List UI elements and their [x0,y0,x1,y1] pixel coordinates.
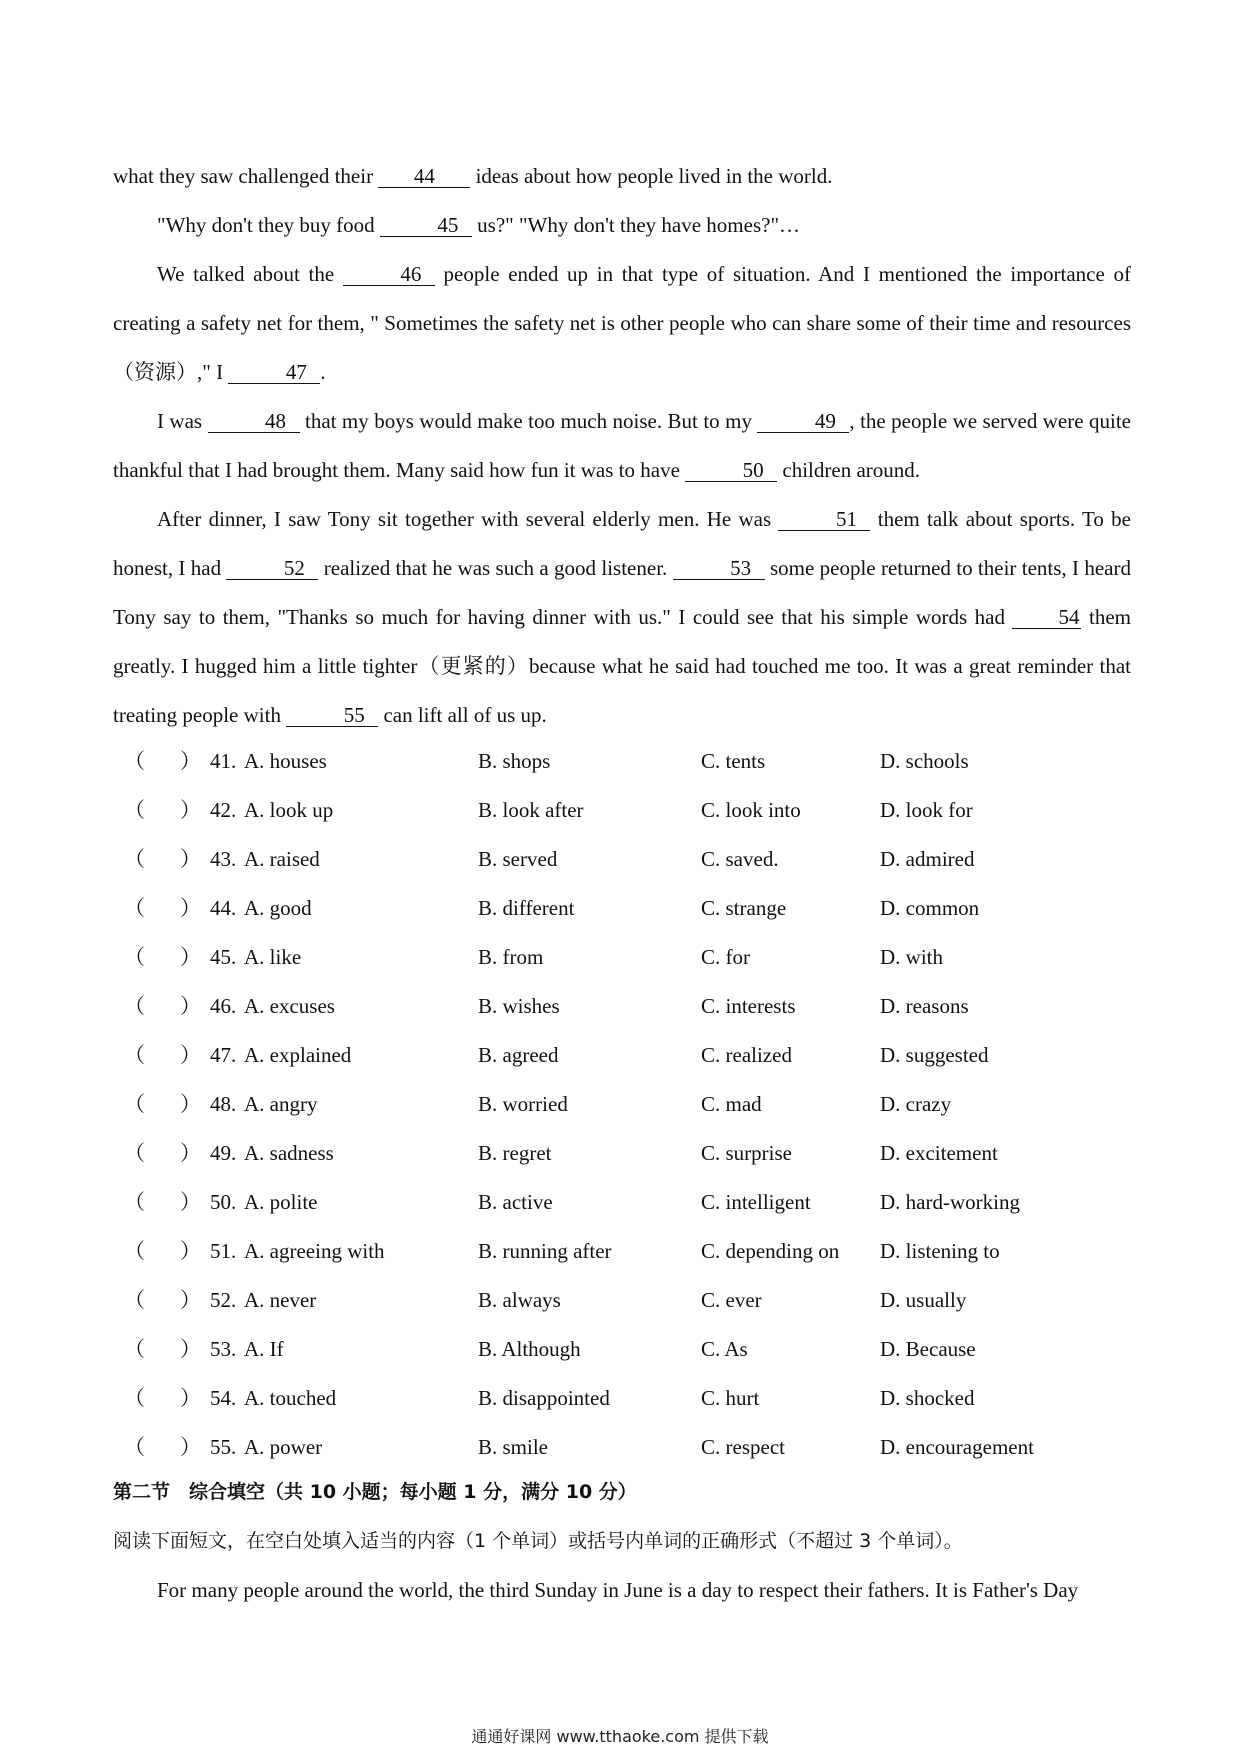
answer-paren-right[interactable]: ） [180,798,201,822]
question-row [118,1129,1128,1178]
question-row [118,884,1128,933]
answer-paren-right[interactable]: ） [180,896,201,920]
option-d: D. crazy [880,1092,952,1116]
question-row [118,982,1128,1031]
option-d: D. shocked [880,1386,975,1410]
blank-54: 54 [1012,606,1081,629]
question-row [118,1374,1128,1423]
option-b: B. agreed [478,1043,559,1067]
question-row [118,1423,1128,1472]
answer-paren-right[interactable]: ） [180,847,201,871]
option-b: B. look after [478,798,584,822]
question-number: 51. [210,1239,237,1263]
question-row [118,1031,1128,1080]
option-d: D. common [880,896,980,920]
section-instructions: 阅读下面短文，在空白处填入适当的内容（1 个单词）或括号内单词的正确形式（不超过 3 个单词）。 [113,1530,963,1552]
page-footer: 通通好课网 www.tthaoke.com 提供下载 [471,1727,769,1746]
question-row [118,737,1128,786]
blank-55: 55 [286,704,378,727]
option-c: C. look into [701,798,801,822]
question-number: 45. [210,945,237,969]
option-b: B. running after [478,1239,612,1263]
option-a: A. excuses [244,994,335,1018]
question-number: 44. [210,896,237,920]
option-c: C. strange [701,896,787,920]
option-d: D. excitement [880,1141,998,1165]
question-row [118,1227,1128,1276]
option-b: B. disappointed [478,1386,610,1410]
question-number: 52. [210,1288,237,1312]
answer-paren-right[interactable]: ） [180,1043,201,1067]
question-row [118,1178,1128,1227]
answer-paren-right[interactable]: ） [180,1337,201,1361]
question-number: 42. [210,798,237,822]
paragraph-1: what they saw challenged their 44 ideas about how people lived in the world. [113,164,833,188]
blank-48: 48 [208,410,300,433]
option-d: D. listening to [880,1239,1000,1263]
answer-paren-left[interactable]: （ [124,798,145,822]
section-2 [113,1468,1131,1615]
option-a: A. angry [244,1092,318,1116]
answer-paren-left[interactable]: （ [124,1141,145,1165]
question-row [118,786,1128,835]
option-a: A. polite [244,1190,318,1214]
answer-paren-left[interactable]: （ [124,1190,145,1214]
option-b: B. from [478,945,544,969]
option-a: A. explained [244,1043,352,1067]
question-number: 41. [210,749,237,773]
option-d: D. usually [880,1288,967,1312]
answer-paren-left[interactable]: （ [124,1337,145,1361]
answer-paren-right[interactable]: ） [180,1141,201,1165]
question-row [118,933,1128,982]
option-a: A. agreeing with [244,1239,385,1263]
question-row [118,1080,1128,1129]
answer-paren-left[interactable]: （ [124,1043,145,1067]
cloze-passage [113,152,1131,740]
option-b: B. served [478,847,558,871]
option-a: A. look up [244,798,334,822]
option-c: C. surprise [701,1141,792,1165]
paragraph-4: I was 48 that my boys would make too much noise. But to my 49 , the people we served were quite thankful that I had brought them. Many said how fun it was to have 50 children around. [113,409,1131,482]
answer-paren-left[interactable]: （ [124,847,145,871]
option-c: C. for [701,945,750,969]
answer-paren-right[interactable]: ） [180,1435,201,1459]
answer-paren-right[interactable]: ） [180,1386,201,1410]
paragraph-3: We talked about the 46 people ended up in that type of situation. And I mentioned the importance of creating a safety net for them, " Sometimes the safety net is other people who can share some of their time and resources（资源）," I 47 . [113,262,1131,384]
option-b: B. different [478,896,575,920]
option-d: D. suggested [880,1043,989,1067]
paragraph-5: After dinner, I saw Tony sit together with several elderly men. He was 51 them talk about sports. To be honest, I had 52 realized that he was such a good listener. 53 some people returned to their tents, I heard Tony say to them, "Thanks so much for having dinner with us." I could see that his simple words had 54 them greatly. I hugged him a little tighter（更紧的）because what he said had touched me too. It was a great reminder that treating people with 55 can lift all of us up. [113,507,1131,727]
blank-52: 52 [226,557,318,580]
option-b: B. regret [478,1141,552,1165]
question-number: 47. [210,1043,237,1067]
option-c: C. mad [701,1092,762,1116]
question-number: 49. [210,1141,237,1165]
option-d: D. with [880,945,943,969]
option-b: B. smile [478,1435,549,1459]
answer-paren-left[interactable]: （ [124,1092,145,1116]
blank-53: 53 [673,557,765,580]
question-row [118,835,1128,884]
section-title: 第二节 综合填空（共 10 小题；每小题 1 分，满分 10 分） [113,1481,637,1503]
option-a: A. raised [244,847,320,871]
answer-paren-left[interactable]: （ [124,1386,145,1410]
section-passage-start: For many people around the world, the third Sunday in June is a day to respect their fathers. It is Father's Day [157,1578,1079,1602]
answer-paren-right[interactable]: ） [180,994,201,1018]
answer-paren-left[interactable]: （ [124,749,145,773]
option-a: A. never [244,1288,317,1312]
option-c: C. tents [701,749,766,773]
option-b: B. active [478,1190,553,1214]
answer-options-list [118,737,1128,1472]
answer-paren-right[interactable]: ） [180,1288,201,1312]
blank-50: 50 [685,459,777,482]
option-c: C. respect [701,1435,785,1459]
option-b: B. always [478,1288,561,1312]
option-c: C. ever [701,1288,762,1312]
option-d: D. Because [880,1337,976,1361]
answer-paren-left[interactable]: （ [124,896,145,920]
blank-51: 51 [778,508,870,531]
question-number: 48. [210,1092,237,1116]
option-c: C. depending on [701,1239,840,1263]
blank-44: 44 [378,165,470,188]
option-b: B. Although [478,1337,581,1361]
option-c: C. realized [701,1043,792,1067]
question-number: 54. [210,1386,237,1410]
blank-46: 46 [343,263,435,286]
option-b: B. shops [478,749,551,773]
option-a: A. houses [244,749,327,773]
answer-paren-left[interactable]: （ [124,1288,145,1312]
question-row [118,1325,1128,1374]
option-d: D. hard-working [880,1190,1020,1214]
option-d: D. schools [880,749,969,773]
option-d: D. encouragement [880,1435,1034,1459]
option-a: A. If [244,1337,284,1361]
blank-45: 45 [380,214,472,237]
option-a: A. sadness [244,1141,334,1165]
option-c: C. interests [701,994,796,1018]
option-c: C. hurt [701,1386,760,1410]
answer-paren-left[interactable]: （ [124,1435,145,1459]
question-row [118,1276,1128,1325]
option-a: A. power [244,1435,323,1459]
question-number: 53. [210,1337,237,1361]
option-a: A. like [244,945,302,969]
answer-paren-right[interactable]: ） [180,1239,201,1263]
question-number: 46. [210,994,237,1018]
option-d: D. admired [880,847,975,871]
answer-paren-right[interactable]: ） [180,945,201,969]
option-a: A. good [244,896,312,920]
blank-49: 49 [757,410,849,433]
option-a: A. touched [244,1386,337,1410]
option-b: B. worried [478,1092,568,1116]
answer-paren-left[interactable]: （ [124,945,145,969]
question-number: 55. [210,1435,237,1459]
option-b: B. wishes [478,994,560,1018]
answer-paren-right[interactable]: ） [180,1092,201,1116]
option-c: C. intelligent [701,1190,811,1214]
blank-47: 47 [228,361,320,384]
option-c: C. As [701,1337,748,1361]
answer-paren-left[interactable]: （ [124,1239,145,1263]
answer-paren-right[interactable]: ） [180,1190,201,1214]
option-d: D. look for [880,798,973,822]
answer-paren-left[interactable]: （ [124,994,145,1018]
answer-paren-right[interactable]: ） [180,749,201,773]
question-number: 43. [210,847,237,871]
option-d: D. reasons [880,994,969,1018]
question-number: 50. [210,1190,237,1214]
option-c: C. saved. [701,847,779,871]
paragraph-2: "Why don't they buy food 45 us?" "Why don't they have homes?"… [157,213,801,237]
